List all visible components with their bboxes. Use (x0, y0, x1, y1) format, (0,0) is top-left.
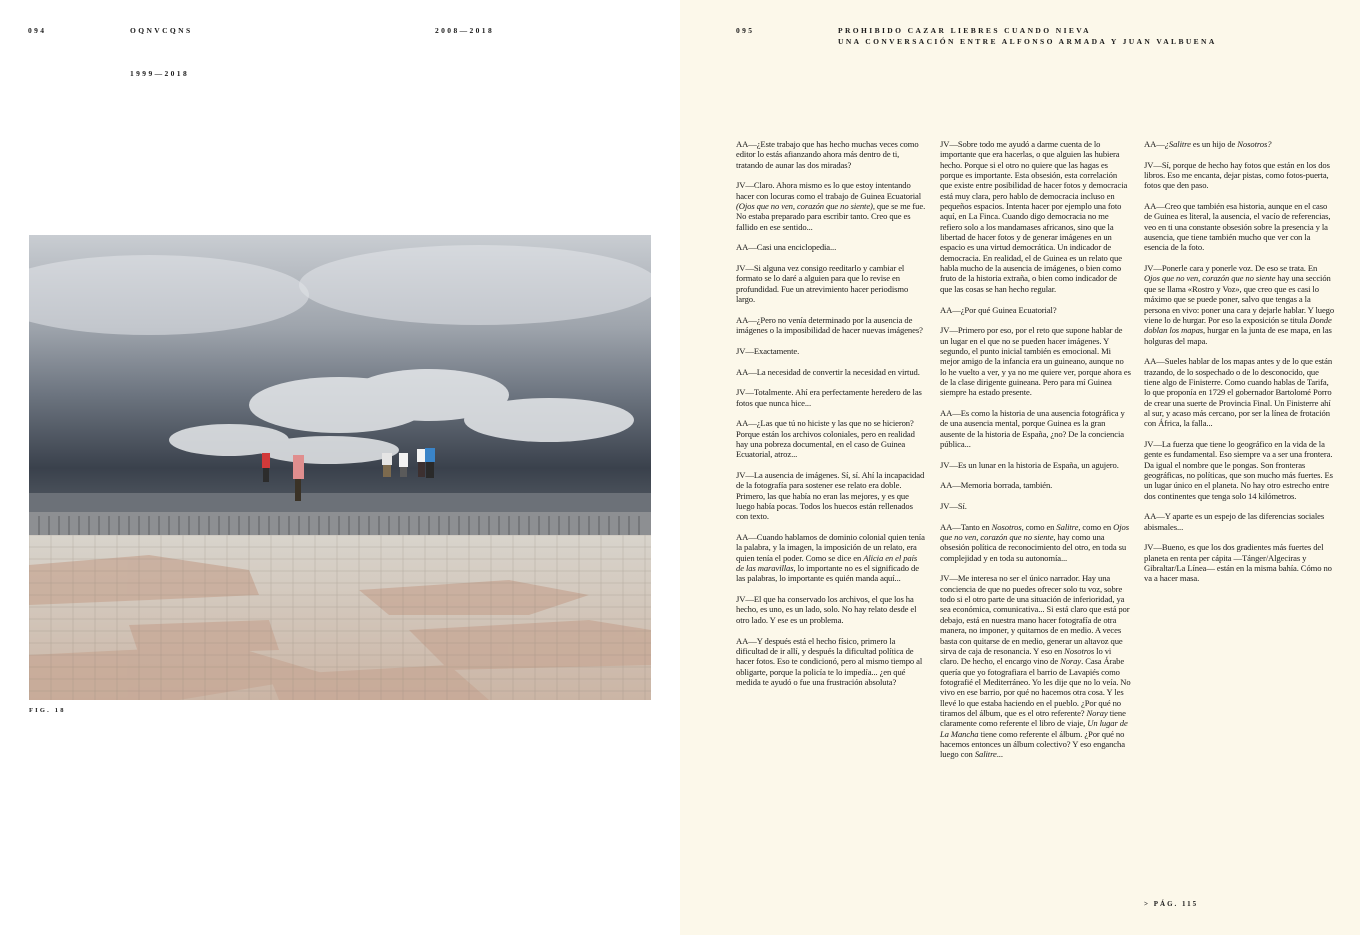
interview-paragraph (736, 180, 926, 232)
paragraph-text: AA—Casi una enciclopedia... (736, 242, 837, 253)
right-page (680, 0, 1360, 935)
paragraph-text: JV—El que ha conservado los archivos, el que los ha hecho, es uno, es un lado, solo. No hay relato desde el otro lado. Y ese es un problema. (736, 594, 917, 625)
interview-paragraph (736, 532, 926, 584)
interview-paragraph (736, 367, 926, 377)
running-years: 2008—2018 (435, 26, 495, 35)
interview-paragraph (736, 636, 926, 688)
interview-paragraph (736, 594, 926, 625)
interview-paragraph (736, 315, 926, 336)
paragraph-text: , lo importante no es el significado de las palabras, lo importante es quién manda aquí... (736, 563, 919, 584)
interview-paragraph (1144, 511, 1335, 532)
interview-paragraph (940, 408, 1131, 449)
interview-paragraph (736, 139, 926, 170)
paragraph-text: JV—La fuerza que tiene lo geográfico en la vida de la gente es fundamental. Eso siempre va a ser una frontera. Da igual el nombre que le pongas. Son fronteras geográficas, no políticas, que son mucho más fuertes. Es un lugar único en el planeta. No hay otro estrecho entre dos continentes que tenga solo 14 kilómetros. (1144, 438, 1333, 501)
italic-title-text: Donde doblan los mapas (1144, 314, 1332, 336)
interview-paragraph (940, 139, 1131, 294)
interview-paragraph (736, 387, 926, 408)
italic-title-text: Salitre (1056, 521, 1079, 532)
interview-paragraph (736, 418, 926, 459)
paragraph-text: AA—Y aparte es un espejo de las diferencias sociales abismales... (1144, 511, 1325, 532)
interview-paragraph (940, 501, 1131, 511)
paragraph-text: hay una sección que se llama «Rostro y Voz», que creo que es casi lo máximo que se puede poner, salvo que tengas a la persona en vivo: poner una cara y dejarle hablar. Y luego viene lo de hurgar. Por eso la exposición se titula (1144, 273, 1335, 325)
page-number-right: 095 (736, 26, 755, 35)
italic-title-text: Ojos que no ven, corazón que no siente (940, 521, 1129, 543)
interview-paragraph (1144, 160, 1335, 191)
text-column-2 (940, 139, 1131, 770)
paragraph-text: , como en (1078, 521, 1114, 532)
paragraph-text: , que se me fue. No estaba preparado para escribir tanto. Creo que es fallido en ese sentido... (736, 201, 926, 232)
italic-title-text: Nosotros (991, 521, 1022, 532)
paragraph-text: JV—Sobre todo me ayudó a darme cuenta de lo importante que era hacerlas, o que alguien las hubiera hecho. Porque si el otro no quiere que las hagas es porque es importante. Esta obsesión, esta correlación que existe entre posibilidad de hacer fotos y democracia está muy clara, pero hablo de democracia incluso en pequeños espacios. Intenta hacer por ejemplo una foto aquí, en La Finca. Cuando digo democracia no me refiero solo a los mandamases africanos, sino que la libertad de hacer fotos y de generar imágenes en un espacio es una virtud democrática. Un indicador de democracia. En realidad, el de Guinea es un relato que habla mucho de la ausencia de imágenes, o bien como fruto de la historia extraña, o bien como indicador de que las cosas se han hecho regular. (940, 139, 1128, 294)
paragraph-text: , como en (1021, 521, 1057, 532)
interview-paragraph (736, 346, 926, 356)
paragraph-text: JV—Sí, porque de hecho hay fotos que están en los dos libros. Eso me encanta, dejar pistas, como fotos-puerta, fotos que den paso. (1144, 159, 1330, 191)
italic-title-text: Ojos que no ven, corazón que no siente (1144, 273, 1276, 284)
paragraph-text: JV—Primero por eso, por el reto que supone hablar de un lugar en el que no se pueden hacer imágenes. Y segundo, el punto inicial también es emocional. Mi mejor amigo de la infancia era un guineano, aunque no lo he vuelto a ver, y ya no me quiere ver, porque ahora es de la clase dirigente guineana. Pero para mí Guinea siempre ha estado presente. (940, 325, 1131, 398)
paragraph-text: es un hijo de (1190, 139, 1238, 149)
section-title: OQNVCQNS (130, 26, 193, 35)
italic-title-text: (Ojos que no ven, corazón que no siente) (736, 201, 873, 212)
paragraph-text: AA—Y después está el hecho físico, primero la dificultad de ir allí, y después la dificultad política de hacer fotos. Eso te condicionó, pero al mismo tiempo al obligarte, porque la policía te lo impedía... ¿en qué medida te ayudó o fue una frustración absoluta? (736, 635, 923, 687)
italic-title-text: Noray (1086, 707, 1108, 718)
page-number-left: 094 (28, 26, 47, 35)
text-column-1 (736, 139, 926, 698)
paragraph-text: tiene claramente como referente el libro de viaje, (940, 707, 1126, 729)
italic-title-text: Nosotros (1064, 645, 1095, 656)
paragraph-text: lo vi claro. De hecho, el encargo vino de (940, 645, 1112, 667)
paragraph-text: AA— (1144, 139, 1165, 149)
paragraph-text: , hurgar en la junta de ese mapa, en las holguras del mapa. (1144, 325, 1332, 346)
italic-title-text: Salitre (974, 749, 997, 760)
paragraph-text: AA—¿Por qué Guinea Ecuatorial? (940, 304, 1057, 315)
paragraph-text: JV—Claro. Ahora mismo es lo que estoy intentando hacer con locuras como el trabajo de Guinea Ecuatorial (736, 180, 922, 201)
paragraph-text: AA—La necesidad de convertir la necesidad en virtud. (736, 366, 920, 377)
paragraph-text: AA—Memoria borrada, también. (940, 480, 1053, 491)
italic-title-text: Un lugar de La Mancha (940, 718, 1128, 739)
interview-paragraph (1144, 201, 1335, 253)
paragraph-text: tiene como referente el álbum. ¿Por qué no hacemos entonces un álbum colectivo? Y eso engancha luego con (940, 728, 1125, 760)
interview-paragraph (736, 242, 926, 252)
paragraph-text: JV—La ausencia de imágenes. Sí, sí. Ahí la incapacidad de la fotografía para sostener ese relato era doble. Primero, las que había no eran las mejores, y es que luego había pocas. Todos los huecos están rellenados con texto. (736, 470, 925, 522)
interview-paragraph (1144, 139, 1335, 149)
article-subtitle: UNA CONVERSACIÓN ENTRE ALFONSO ARMADA Y JUAN VALBUENA (838, 36, 1217, 46)
figure-caption: FIG. 18 (29, 707, 66, 714)
interview-paragraph (1144, 542, 1335, 583)
paragraph-text: JV—Sí. (940, 501, 967, 512)
interview-paragraph (736, 263, 926, 304)
interview-paragraph (1144, 263, 1335, 346)
tile-grid (29, 535, 651, 700)
interview-paragraph (1144, 439, 1335, 501)
italic-title-text: Alicia en el país de las maravillas (736, 552, 918, 574)
italic-title-text: Noray (1060, 656, 1082, 667)
paragraph-text: AA—Tanto en (940, 521, 992, 532)
paragraph-text: AA—¿Pero no venía determinado por la ausencia de imágenes o la imposibilidad de hacer nuevas imágenes? (736, 314, 923, 336)
interview-paragraph (940, 460, 1131, 470)
paragraph-text: AA—¿Las que tú no hiciste y las que no se hicieron? Porque están los archivos coloniales, pero en realidad hay una pobreza documental, en el caso de Guinea Ecuatorial, atroz... (736, 418, 915, 460)
paragraph-text: JV—Si alguna vez consigo reeditarlo y cambiar el formato se lo daré a alguien para que lo revise en profundidad. Fue un atrevimiento hacer periodismo largo. (736, 263, 909, 305)
interview-paragraph (940, 305, 1131, 315)
article-heading (838, 26, 1217, 47)
page-cross-reference[interactable]: > PÁG. 115 (1144, 900, 1199, 908)
article-title: PROHIBIDO CAZAR LIEBRES CUANDO NIEVA (838, 26, 1091, 35)
paragraph-text: AA—¿Este trabajo que has hecho muchas veces como editor lo estás afianzando ahora más dentro de ti, tratando de aunar las dos miradas? (736, 139, 919, 170)
balusters (39, 516, 639, 538)
interview-paragraph (940, 573, 1131, 759)
interview-paragraph (940, 480, 1131, 490)
paragraph-text: ... (996, 749, 1003, 760)
paragraph-text: AA—Cuando hablamos de dominio colonial quien tenía la palabra, y la imagen, la imposición de un relato, era quien tenía el poder. Como se dice en (736, 532, 925, 563)
photo-illustration (29, 235, 651, 700)
paragraph-text: JV—Me interesa no ser el único narrador. Hay una conciencia de que no puedes ofrecer solo tu voz, sobre todo si el otro parte de una situación de inferioridad, ya sea económica, comunicativa... Si está claro que está por debajo, está en nuestra mano hacer fotografía de otra manera, no imponer, y quitarnos de en medio. A veces basta con quitarse de en medio, generar un altavoz que sirva de caja de resonancia. Y eso en (940, 573, 1130, 656)
paragraph-text: JV—Ponerle cara y ponerle voz. De eso se trata. En (1144, 263, 1318, 274)
interview-paragraph (1144, 356, 1335, 428)
interview-paragraph (940, 325, 1131, 397)
paragraph-text: , hay como una obsesión política de reconocimiento del otro, en toda su complejidad y en toda su autonomía... (940, 532, 1127, 563)
paragraph-text: JV—Bueno, es que los dos gradientes más fuertes del planeta en renta per cápita —Tánger/Algeciras y Gibraltar/La Línea— están en la misma bahía. Cómo no va a hacer masa. (1144, 542, 1332, 584)
paragraph-text: JV—Es un lunar en la historia de España, un agujero. (940, 459, 1119, 470)
paragraph-text: AA—Sueles hablar de los mapas antes y de lo que están trazando, de lo sospechado o de lo desconocido, que tiene algo de Finisterre. Como cuando hablas de Tarifa, lo que proponía en 1729 el gobernador Bartolomé Porro de crear una suerte de Provincia Final. Un Finisterre ahí al sur, y acaso más cercano, por ser la línea de frotación con África, la falla... (1144, 356, 1333, 429)
sub-years: 1999—2018 (130, 69, 190, 78)
italic-title-text: Nosotros? (1237, 139, 1272, 149)
italic-title-text: ¿Salitre (1164, 139, 1191, 149)
paragraph-text: . Casa Árabe quería que yo fotografiara el barrio de Lavapiés como fotografié el Mediterráneo. Yo les dije que no lo veía. No vivo en ese barrio, por qué no hacemos otra cosa. Y les llevé lo que estaba haciendo en el pueblo. ¿Por qué no tiramos del álbum, que es el otro referente? (940, 656, 1131, 718)
paragraph-text: JV—Exactamente. (736, 345, 800, 356)
text-column-3 (1144, 139, 1335, 594)
paragraph-text: JV—Totalmente. Ahí era perfectamente heredero de las fotos que nunca hice... (736, 387, 922, 408)
interview-paragraph (736, 470, 926, 522)
photo-seaside-promenade-icon (29, 235, 651, 700)
interview-paragraph (940, 522, 1131, 563)
paragraph-text: AA—Creo que también esa historia, aunque en el caso de Guinea es literal, la ausencia, el vacío de referencias, veo en ti una constante obsesión sobre la presencia y la ausencia, que tiene también mucho que ver con la esencia de la foto. (1144, 201, 1331, 253)
paragraph-text: AA—Es como la historia de una ausencia fotográfica y de una ausencia mental, porque Guinea es la gran ausente de la historia de España, ¿no? De la conciencia pública... (940, 407, 1125, 449)
